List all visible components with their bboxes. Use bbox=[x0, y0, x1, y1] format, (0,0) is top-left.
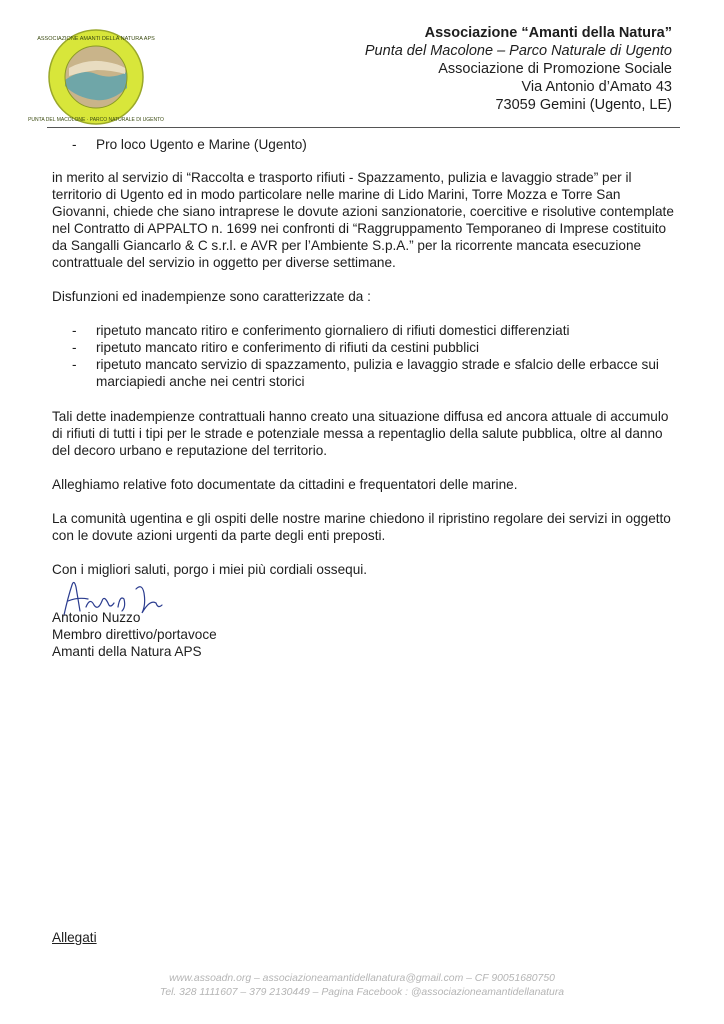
paragraph-community-request: La comunità ugentina e gli ospiti delle nostre marine chiedono il ripristino regolare dei servizi in oggetto con le dovute azioni urgenti da parte degli enti preposti. bbox=[52, 511, 671, 543]
issue-text: ripetuto mancato ritiro e conferimento di rifiuti da cestini pubblici bbox=[96, 340, 480, 355]
signer-role: Membro direttivo/portavoce bbox=[52, 627, 217, 642]
dash-bullet: - bbox=[72, 357, 77, 372]
letter-body bbox=[52, 136, 676, 578]
dash-bullet: - bbox=[72, 340, 77, 355]
association-logo bbox=[28, 28, 164, 126]
dash-bullet: - bbox=[72, 137, 77, 152]
footer-contact-line: www.assoadn.org – associazioneamantidellanatura@gmail.com – CF 90051680750 bbox=[169, 973, 555, 984]
paragraph-attachments-note: Alleghiamo relative foto documentate da cittadini e frequentatori delle marine. bbox=[52, 477, 518, 492]
dash-bullet: - bbox=[72, 323, 77, 338]
logo-seal-icon bbox=[28, 28, 164, 126]
org-street: Via Antonio d’Amato 43 bbox=[521, 79, 672, 95]
header-divider bbox=[47, 127, 680, 128]
paragraph-consequences: Tali dette inadempienze contrattuali hanno creato una situazione diffusa ed ancora attuale di accumulo di rifiuti di tutti i tipi per le strade e potenziale messa a repentaglio della salute pubblica, oltre al danno del decoro urbano e reputazione del territorio. bbox=[52, 409, 669, 458]
letterhead bbox=[365, 24, 672, 114]
org-city: 73059 Gemini (Ugento, LE) bbox=[495, 97, 672, 113]
svg-text:ASSOCIAZIONE AMANTI DELLA NATU: ASSOCIAZIONE AMANTI DELLA NATURA APS bbox=[37, 36, 155, 42]
svg-text:PUNTA DEL MACOLONE · PARCO NAT: PUNTA DEL MACOLONE · PARCO NATURALE DI UGENTO bbox=[28, 117, 164, 123]
recipient-list bbox=[52, 136, 676, 153]
signer-block bbox=[52, 609, 217, 660]
letter-footer bbox=[0, 972, 724, 1000]
closing-greeting: Con i migliori saluti, porgo i miei più cordiali ossequi. bbox=[52, 562, 368, 577]
issue-item bbox=[52, 322, 676, 339]
paragraph-issues-intro: Disfunzioni ed inadempienze sono caratterizzate da : bbox=[52, 289, 371, 304]
org-type: Associazione di Promozione Sociale bbox=[438, 61, 672, 77]
recipient-item bbox=[52, 136, 676, 153]
org-name: Associazione “Amanti della Natura” bbox=[424, 25, 672, 41]
signer-org: Amanti della Natura APS bbox=[52, 644, 202, 659]
issue-text: ripetuto mancato ritiro e conferimento giornaliero di rifiuti domestici differenziati bbox=[96, 323, 570, 338]
recipient-text: Pro loco Ugento e Marine (Ugento) bbox=[96, 137, 307, 152]
paragraph-request: in merito al servizio di “Raccolta e trasporto rifiuti - Spazzamento, pulizia e lavaggio strade” per il territorio di Ugento ed in modo particolare nelle marine di Lido Marini, Torre Mozza e Torre San Giovanni, chiede che siano intraprese le dovute azioni sanzionatorie, coercitive e risolutive contemplate nel Contratto di APPALTO n. 1699 nei confronti di “Raggruppamento Temporaneo di Imprese costituito da Sangalli Giancarlo & C s.r.l. e AVR per l’Ambiente S.p.A.” per la ricorrente mancata esecuzione contrattuale del servizio in oggetto per diverse settimane. bbox=[52, 170, 674, 270]
attachments-heading: Allegati bbox=[52, 930, 97, 945]
issue-text: ripetuto mancato servizio di spazzamento, pulizia e lavaggio strade e sfalcio delle erbacce sui marciapiedi anche nei centri storici bbox=[96, 357, 659, 389]
issue-item bbox=[52, 339, 676, 356]
org-subtitle: Punta del Macolone – Parco Naturale di Ugento bbox=[364, 43, 672, 59]
issue-item bbox=[52, 356, 676, 390]
signer-name: Antonio Nuzzo bbox=[52, 610, 141, 625]
issues-list bbox=[52, 322, 676, 390]
footer-phone-line: Tel. 328 1111607 – 379 2130449 – Pagina Facebook : @associazioneamantidellanatura bbox=[159, 987, 565, 998]
